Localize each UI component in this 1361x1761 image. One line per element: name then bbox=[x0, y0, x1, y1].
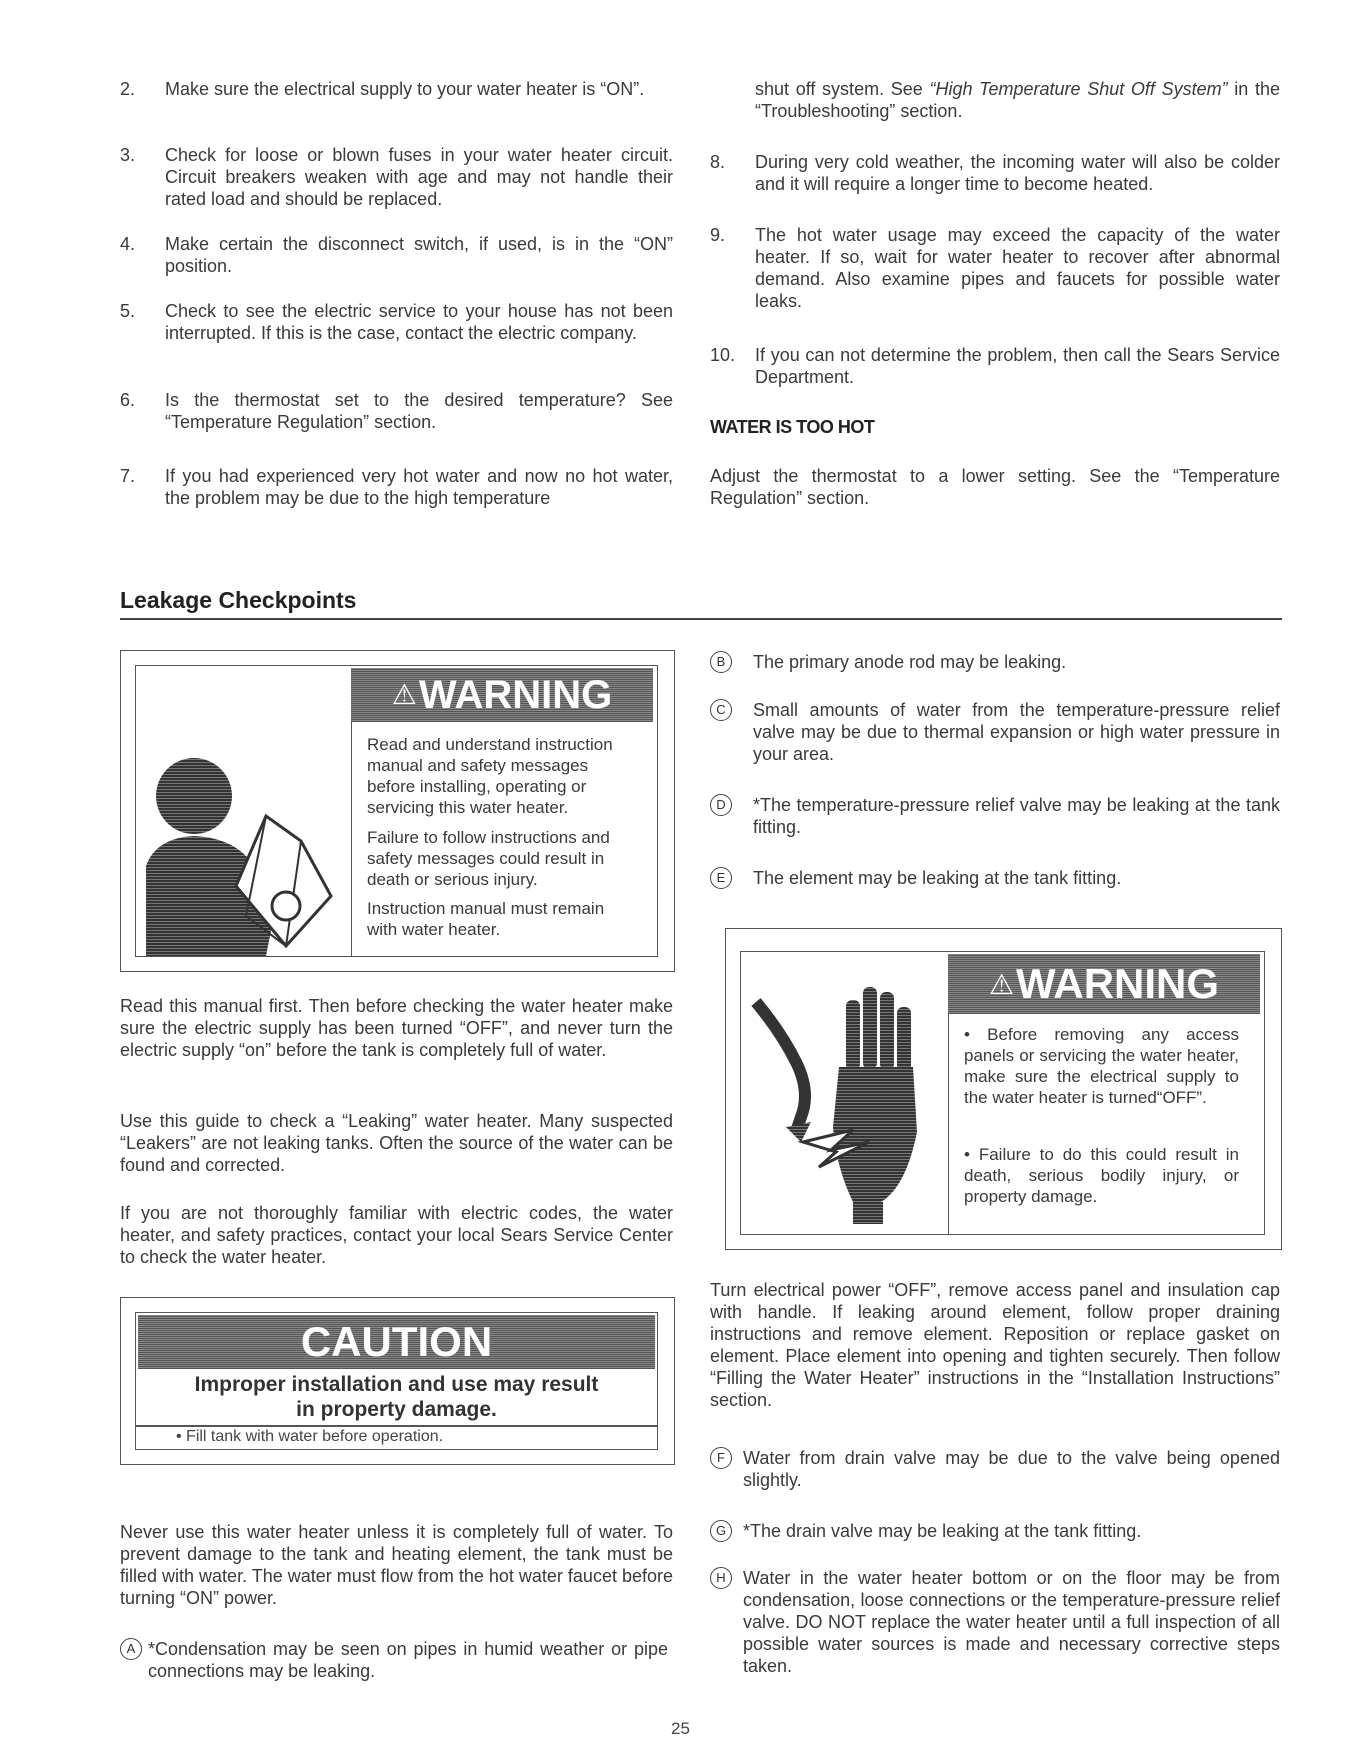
warning-1-para-1: Read and understand instruction manual and safety messages before installing, operating or servicing this water heater. bbox=[367, 735, 613, 817]
checkpoint-letter-d: D bbox=[710, 794, 732, 816]
item-text: If you had experienced very hot water and now no hot water, the problem may be due to the high temperature bbox=[165, 466, 673, 508]
warning-triangle-icon: ⚠ bbox=[391, 679, 417, 710]
item-text: If you can not determine the problem, then call the Sears Service Department. bbox=[755, 345, 1280, 387]
paragraph: Read this manual first. Then before checking the water heater make sure the electric supply has been turned “OFF”, and never turn the electric supply “on” before the tank is completely full of water. bbox=[120, 996, 673, 1060]
warning-1-para-2: Failure to follow instructions and safety messages could result in death or serious injury. bbox=[367, 828, 610, 889]
caution-bullet: • Fill tank with water before operation. bbox=[176, 1428, 444, 1445]
checkpoint-text: The primary anode rod may be leaking. bbox=[753, 652, 1067, 672]
checkpoint-letter-c: C bbox=[710, 699, 732, 721]
warning-1-text bbox=[351, 722, 658, 956]
checkpoint-letter-b: B bbox=[710, 651, 732, 673]
item-text: Is the thermostat set to the desired temperature? See “Temperature Regulation” section. bbox=[165, 390, 673, 432]
item-text: Check to see the electric service to your house has not been interrupted. If this is the case, contact the electric company. bbox=[165, 301, 673, 343]
item-text: Make certain the disconnect switch, if used, is in the “ON” position. bbox=[165, 234, 673, 276]
warning-1-para-3: Instruction manual must remain with water heater. bbox=[367, 899, 605, 939]
paragraph: Use this guide to check a “Leaking” water heater. Many suspected “Leakers” are not leaking tanks. Often the source of the water can be found and corrected. bbox=[120, 1111, 673, 1175]
item-7-continuation: shut off system. See “High Temperature Shut Off System” in the “Troubleshooting” section. bbox=[755, 79, 1280, 121]
checkpoint-letter-h: H bbox=[710, 1567, 732, 1589]
electric-shock-hand-icon bbox=[741, 952, 948, 1234]
checkpoint-text: Water from drain valve may be due to the valve being opened slightly. bbox=[743, 1448, 1280, 1490]
checkpoint-text: *Condensation may be seen on pipes in humid weather or pipe connections may be leaking. bbox=[148, 1639, 668, 1681]
item-number: 9. bbox=[710, 225, 726, 245]
item-number: 8. bbox=[710, 152, 726, 172]
item-number: 6. bbox=[120, 390, 136, 410]
caution-box bbox=[120, 1297, 675, 1465]
item-number: 7. bbox=[120, 466, 136, 486]
checkpoint-text: The element may be leaking at the tank fitting. bbox=[753, 868, 1122, 888]
item-number: 2. bbox=[120, 79, 136, 99]
checkpoint-text: *The drain valve may be leaking at the tank fitting. bbox=[743, 1521, 1142, 1541]
item-text: The hot water usage may exceed the capacity of the water heater. If so, wait for water heater to recover after abnormal demand. Also examine pipes and faucets for possible water leaks. bbox=[755, 225, 1280, 311]
item-number: 10. bbox=[710, 345, 736, 365]
caution-banner: CAUTION bbox=[138, 1315, 655, 1369]
water-too-hot-heading: WATER IS TOO HOT bbox=[710, 417, 875, 437]
checkpoint-text: Small amounts of water from the temperature-pressure relief valve may be due to thermal expansion or high water pressure in your area. bbox=[753, 700, 1280, 764]
warning-box-2 bbox=[725, 928, 1282, 1250]
reading-manual-icon bbox=[136, 666, 351, 956]
checkpoint-letter-e: E bbox=[710, 867, 732, 889]
warning-banner: ⚠WARNING bbox=[948, 954, 1260, 1014]
checkpoint-letter-f: F bbox=[710, 1447, 732, 1469]
checkpoint-letter-g: G bbox=[710, 1520, 732, 1542]
warning-banner: ⚠WARNING bbox=[351, 668, 653, 722]
caution-message-line-2: in property damage. bbox=[296, 1398, 497, 1421]
caution-divider bbox=[136, 1425, 657, 1427]
warning-triangle-icon: ⚠ bbox=[988, 969, 1015, 1000]
water-too-hot-text: Adjust the thermostat to a lower setting. See the “Temperature Regulation” section. bbox=[710, 466, 1280, 508]
item-number: 3. bbox=[120, 145, 136, 165]
section-title: Leakage Checkpoints bbox=[120, 587, 357, 613]
page-number: 25 bbox=[671, 1719, 690, 1738]
warning-2-bullet-1: • Before removing any access panels or servicing the water heater, make sure the electrical supply to the water heater is turned“OFF”. bbox=[964, 1025, 1239, 1107]
warning-box-2-inner bbox=[740, 951, 1265, 1235]
item-text: Make sure the electrical supply to your water heater is “ON”. bbox=[165, 79, 645, 99]
caution-box-inner bbox=[135, 1312, 658, 1450]
warning-2-text bbox=[948, 1014, 1265, 1234]
item-number: 5. bbox=[120, 301, 136, 321]
paragraph: If you are not thoroughly familiar with electric codes, the water heater, and safety practices, contact your local Sears Service Center to check the water heater. bbox=[120, 1203, 673, 1267]
item-text: During very cold weather, the incoming water will also be colder and it will require a longer time to become heated. bbox=[755, 152, 1280, 194]
warning-2-bullet-2: • Failure to do this could result in death, serious bodily injury, or property damage. bbox=[964, 1145, 1239, 1206]
warning-box-1 bbox=[120, 650, 675, 972]
paragraph: Never use this water heater unless it is completely full of water. To prevent damage to the tank and heating element, the tank must be filled with water. The water must flow from the hot water faucet before turning “ON” power. bbox=[120, 1522, 673, 1608]
item-text: Check for loose or blown fuses in your water heater circuit. Circuit breakers weaken with age and may not handle their rated load and should be replaced. bbox=[165, 145, 673, 209]
paragraph: Turn electrical power “OFF”, remove access panel and insulation cap with handle. If leaking around element, follow proper draining instructions and remove element. Reposition or replace gasket on element. Place element into opening and tighten securely. Then follow “Filling the Water Heater” instructions in the “Installation Instructions” section. bbox=[710, 1280, 1280, 1410]
section-divider bbox=[120, 618, 1282, 620]
caution-message-line-1: Improper installation and use may result bbox=[194, 1373, 599, 1396]
item-number: 4. bbox=[120, 234, 136, 254]
warning-box-1-inner bbox=[135, 665, 658, 957]
checkpoint-letter-a: A bbox=[120, 1638, 142, 1660]
checkpoint-text: Water in the water heater bottom or on the floor may be from condensation, loose connections or the temperature-pressure relief valve. DO NOT replace the water heater until a full inspection of all possible water sources is made and necessary corrective steps taken. bbox=[743, 1568, 1280, 1676]
checkpoint-text: *The temperature-pressure relief valve may be leaking at the tank fitting. bbox=[753, 795, 1280, 837]
